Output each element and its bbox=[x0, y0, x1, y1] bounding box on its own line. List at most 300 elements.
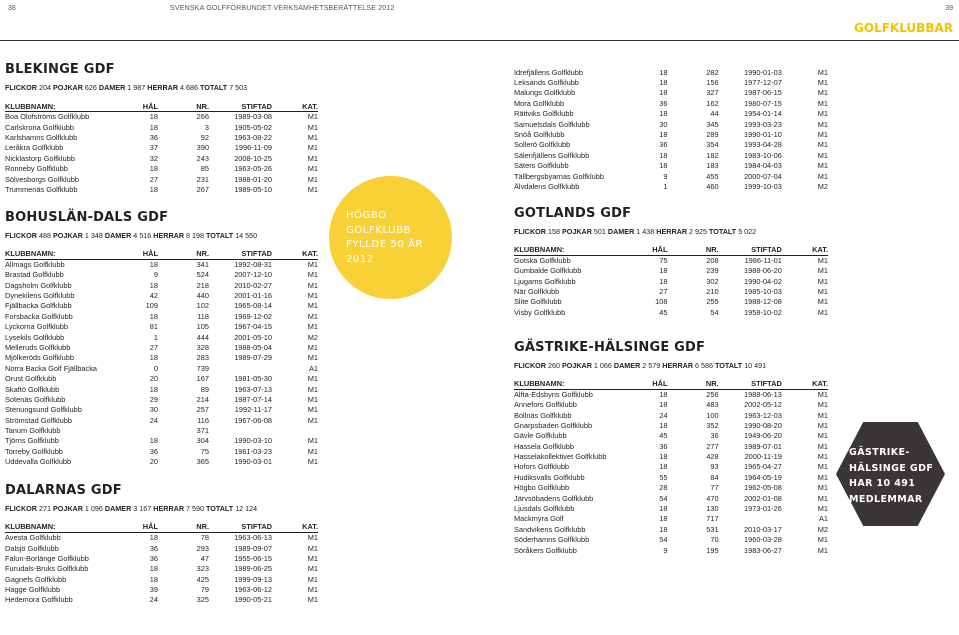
category: M1 bbox=[307, 153, 318, 163]
club-name: Dalsjö Golfklubb bbox=[5, 543, 59, 553]
club-number: 214 bbox=[196, 394, 209, 404]
table-row bbox=[5, 373, 318, 383]
table-row bbox=[5, 143, 318, 153]
category: A1 bbox=[308, 363, 318, 373]
col-header-stiftad: STIFTAD bbox=[209, 101, 272, 112]
club-name: Hedemora Golfklubb bbox=[5, 595, 73, 605]
founded-date: 2001-05-10 bbox=[234, 332, 272, 342]
table-row bbox=[514, 420, 828, 430]
holes: 24 bbox=[149, 595, 158, 605]
founded-date: 1964-05-19 bbox=[744, 472, 782, 482]
club-name: Fjällbacka Golfklubb bbox=[5, 301, 72, 311]
section-dalarnas bbox=[5, 483, 318, 605]
club-name: När Golfklubb bbox=[514, 287, 560, 297]
col-header-name: KLUBBNAMN: bbox=[5, 101, 123, 112]
category: M1 bbox=[817, 493, 828, 503]
col-header-hal: HÅL bbox=[632, 379, 667, 390]
category: M1 bbox=[307, 322, 318, 332]
club-number: 102 bbox=[196, 301, 209, 311]
club-name: Forsbacka Golfklubb bbox=[5, 311, 73, 321]
table-row bbox=[514, 472, 828, 482]
holes: 36 bbox=[149, 446, 158, 456]
category: M1 bbox=[307, 384, 318, 394]
holes: 18 bbox=[659, 78, 668, 88]
club-name: Samuelsdals Golfklubb bbox=[514, 119, 590, 129]
holes: 36 bbox=[659, 441, 668, 451]
left-column bbox=[5, 62, 318, 605]
category: M1 bbox=[817, 161, 828, 171]
table-row bbox=[5, 436, 318, 446]
table-row bbox=[514, 503, 828, 513]
club-name: Gnarpsbaden Golfklubb bbox=[514, 420, 593, 430]
category: M1 bbox=[817, 88, 828, 98]
category: M1 bbox=[307, 585, 318, 595]
club-name: Leråkra Golfklubb bbox=[5, 143, 64, 153]
club-name: Tanum Golfklubb bbox=[5, 426, 61, 436]
club-number: 36 bbox=[710, 431, 719, 441]
brand-title: GOLFKLUBBAR bbox=[854, 21, 953, 35]
table-header bbox=[5, 101, 318, 112]
founded-date: 1963-07-13 bbox=[234, 384, 272, 394]
founded-date: 1993-03-23 bbox=[744, 119, 782, 129]
holes: 18 bbox=[149, 260, 158, 270]
category: M1 bbox=[307, 290, 318, 300]
table-row bbox=[514, 441, 828, 451]
table-row bbox=[514, 77, 828, 87]
founded-date: 1992-08-31 bbox=[234, 260, 272, 270]
club-name: Gävle Golfklubb bbox=[514, 431, 567, 441]
club-table bbox=[5, 522, 318, 605]
founded-date: 1996-11-09 bbox=[234, 143, 272, 153]
category bbox=[272, 425, 318, 435]
founded-date: 1988-12-08 bbox=[744, 297, 782, 307]
club-name: Järvsöbadens Golfklubb bbox=[514, 493, 594, 503]
table-row bbox=[514, 514, 828, 524]
table-row bbox=[5, 415, 318, 425]
club-number: 283 bbox=[196, 353, 209, 363]
club-number: 85 bbox=[200, 164, 209, 174]
table-row bbox=[5, 564, 318, 574]
holes: 1 bbox=[153, 332, 158, 342]
col-header-hal: HÅL bbox=[123, 249, 158, 260]
category: M1 bbox=[307, 595, 318, 605]
holes: 18 bbox=[149, 311, 158, 321]
holes: 36 bbox=[149, 543, 158, 553]
club-name: Hassela Golfklubb bbox=[514, 441, 574, 451]
club-number: 440 bbox=[196, 290, 209, 300]
club-number: 483 bbox=[706, 400, 719, 410]
holes: 75 bbox=[659, 256, 668, 266]
founded-date: 1983-06-27 bbox=[744, 545, 782, 555]
col-header-stiftad: STIFTAD bbox=[719, 379, 782, 390]
club-name: Nicklastorp Golfklubb bbox=[5, 153, 75, 163]
holes: 18 bbox=[659, 420, 668, 430]
club-number: 717 bbox=[706, 514, 719, 524]
category: M1 bbox=[817, 462, 828, 472]
club-name: Ljugarns Golfklubb bbox=[514, 276, 576, 286]
category: M1 bbox=[817, 276, 828, 286]
founded-date: 1990-01-10 bbox=[744, 130, 782, 140]
founded-date: 1983-10-06 bbox=[744, 150, 782, 160]
club-number: 130 bbox=[706, 504, 719, 514]
club-table bbox=[5, 101, 318, 195]
category: A1 bbox=[818, 514, 828, 524]
holes: 55 bbox=[659, 472, 668, 482]
page-number-right: 39 bbox=[945, 5, 953, 12]
club-number: 182 bbox=[706, 150, 719, 160]
table-row bbox=[5, 457, 318, 467]
club-number: 118 bbox=[197, 311, 209, 321]
category: M1 bbox=[307, 174, 318, 184]
col-header-hal: HÅL bbox=[123, 522, 158, 533]
category: M1 bbox=[307, 374, 318, 384]
table-row bbox=[514, 119, 828, 129]
club-name: Visby Golfklubb bbox=[514, 307, 566, 317]
club-number: 79 bbox=[200, 585, 209, 595]
founded-date: 1984-04-03 bbox=[744, 161, 782, 171]
founded-date: 1954-01-14 bbox=[744, 109, 782, 119]
founded-date: 1999-10-03 bbox=[744, 181, 782, 191]
club-number: 256 bbox=[706, 389, 719, 399]
holes: 36 bbox=[149, 132, 158, 142]
col-header-hal: HÅL bbox=[123, 101, 158, 112]
founded-date: 1977-12-07 bbox=[744, 78, 782, 88]
club-table bbox=[514, 245, 828, 318]
table-row bbox=[514, 451, 828, 461]
category: M1 bbox=[817, 441, 828, 451]
holes: 28 bbox=[659, 483, 668, 493]
club-number: 231 bbox=[196, 174, 209, 184]
holes: 32 bbox=[149, 153, 158, 163]
founded-date: 1980-07-15 bbox=[744, 98, 782, 108]
category: M1 bbox=[817, 119, 828, 129]
table-row bbox=[5, 363, 318, 373]
club-name: Skaftö Golfklubb bbox=[5, 384, 60, 394]
founded-date: 1987-06-15 bbox=[744, 88, 782, 98]
holes: 29 bbox=[149, 394, 158, 404]
club-name: Alfta-Edsbyns Golfklubb bbox=[514, 389, 593, 399]
section-blekinge bbox=[5, 62, 318, 195]
holes: 18 bbox=[659, 400, 668, 410]
club-number: 89 bbox=[200, 384, 209, 394]
club-name: Ronneby Golfklubb bbox=[5, 164, 68, 174]
category: M1 bbox=[307, 446, 318, 456]
table-row bbox=[514, 462, 828, 472]
founded-date: 1961-03-23 bbox=[234, 446, 272, 456]
table-row bbox=[5, 332, 318, 342]
holes bbox=[123, 425, 158, 435]
col-header-kat: KAT. bbox=[272, 522, 318, 533]
club-number: 325 bbox=[196, 595, 209, 605]
club-number: 218 bbox=[196, 280, 209, 290]
club-name: Brastad Golfklubb bbox=[5, 270, 64, 280]
club-number: 78 bbox=[200, 533, 209, 543]
club-name: Lyckorna Golfklubb bbox=[5, 322, 68, 332]
founded-date bbox=[719, 514, 782, 524]
holes: 18 bbox=[149, 384, 158, 394]
founded-date: 1988-06-20 bbox=[744, 266, 782, 276]
category: M1 bbox=[307, 564, 318, 574]
table-row bbox=[5, 384, 318, 394]
founded-date: 1955-06-15 bbox=[234, 553, 272, 563]
founded-date: 1981-05-30 bbox=[234, 374, 272, 384]
founded-date: 1989-06-25 bbox=[234, 564, 272, 574]
col-header-nr: NR. bbox=[158, 249, 209, 260]
founded-date: 2010-02-27 bbox=[234, 280, 272, 290]
club-number: 341 bbox=[196, 260, 209, 270]
category: M2 bbox=[307, 332, 318, 342]
member-stats: FLICKOR 488 POJKAR 1 348 DAMER 4 516 HERRAR 8 198 TOTALT 14 550 bbox=[5, 230, 258, 240]
club-name: Högbo Golfklubb bbox=[514, 483, 570, 493]
club-name: Rättviks Golfklubb bbox=[514, 109, 574, 119]
club-number: 460 bbox=[706, 181, 719, 191]
club-number: 93 bbox=[710, 462, 719, 472]
founded-date: 1988-01-20 bbox=[234, 174, 272, 184]
right-column bbox=[514, 67, 828, 555]
club-name: Uddevalla Golfklubb bbox=[5, 457, 72, 467]
category: M1 bbox=[307, 132, 318, 142]
table-row bbox=[514, 493, 828, 503]
club-name: Sandvikens Golfklubb bbox=[514, 524, 586, 534]
col-header-name: KLUBBNAMN: bbox=[5, 249, 123, 260]
col-header-nr: NR. bbox=[158, 101, 209, 112]
founded-date: 2010-03-17 bbox=[744, 524, 782, 534]
table-row bbox=[5, 174, 318, 184]
table-row bbox=[514, 171, 828, 181]
founded-date: 1999-09-13 bbox=[234, 574, 272, 584]
club-name: Furudals-Bruks Golfklubb bbox=[5, 564, 89, 574]
club-name: Sölvesborgs Golfklubb bbox=[5, 174, 79, 184]
club-number: 84 bbox=[710, 472, 719, 482]
club-number: 352 bbox=[706, 420, 719, 430]
holes: 18 bbox=[149, 164, 158, 174]
category: M1 bbox=[307, 405, 318, 415]
holes: 18 bbox=[149, 353, 158, 363]
founded-date: 1989-07-01 bbox=[744, 441, 782, 451]
club-name: Hasselakollektivet Golfklubb bbox=[514, 452, 607, 462]
club-number: 323 bbox=[196, 564, 209, 574]
founded-date: 1990-04-02 bbox=[744, 276, 782, 286]
category: M1 bbox=[307, 574, 318, 584]
table-header bbox=[514, 379, 828, 390]
club-number: 428 bbox=[706, 452, 719, 462]
holes: 9 bbox=[663, 171, 668, 181]
category: M1 bbox=[817, 266, 828, 276]
founded-date: 1967-06-08 bbox=[234, 415, 272, 425]
category: M1 bbox=[307, 112, 318, 122]
club-name: Hudiksvalls Golfklubb bbox=[514, 472, 585, 482]
club-name: Ljusdals Golfklubb bbox=[514, 504, 575, 514]
category: M1 bbox=[307, 394, 318, 404]
holes: 109 bbox=[145, 301, 158, 311]
col-header-stiftad: STIFTAD bbox=[209, 522, 272, 533]
founded-date: 1988-05-04 bbox=[234, 342, 272, 352]
table-row bbox=[5, 259, 318, 269]
club-number: 365 bbox=[196, 457, 209, 467]
holes: 24 bbox=[149, 415, 158, 425]
col-header-stiftad: STIFTAD bbox=[209, 249, 272, 260]
category: M1 bbox=[817, 452, 828, 462]
holes: 39 bbox=[149, 585, 158, 595]
col-header-stiftad: STIFTAD bbox=[719, 245, 782, 256]
table-row bbox=[514, 140, 828, 150]
club-number: 277 bbox=[706, 441, 719, 451]
holes: 18 bbox=[659, 452, 668, 462]
category: M1 bbox=[817, 545, 828, 555]
table-row bbox=[514, 150, 828, 160]
club-number: 167 bbox=[196, 374, 209, 384]
category: M1 bbox=[307, 164, 318, 174]
table-row bbox=[5, 163, 318, 173]
club-name: Dynekilens Golfklubb bbox=[5, 290, 75, 300]
founded-date: 1963-06-12 bbox=[234, 585, 272, 595]
category: M1 bbox=[307, 260, 318, 270]
club-number: 116 bbox=[197, 415, 209, 425]
table-row bbox=[514, 389, 828, 399]
founded-date: 1990-03-10 bbox=[234, 436, 272, 446]
holes: 18 bbox=[659, 462, 668, 472]
table-row bbox=[514, 181, 828, 191]
holes: 18 bbox=[659, 266, 668, 276]
club-table bbox=[5, 249, 318, 467]
holes: 18 bbox=[659, 150, 668, 160]
club-name: Sollerö Golfklubb bbox=[514, 140, 571, 150]
holes: 0 bbox=[153, 363, 158, 373]
table-row bbox=[5, 595, 318, 605]
club-number: 531 bbox=[706, 524, 719, 534]
category: M1 bbox=[817, 504, 828, 514]
category: M2 bbox=[817, 524, 828, 534]
founded-date: 2000-07-04 bbox=[744, 171, 782, 181]
club-name: Avesta Golfklubb bbox=[5, 533, 61, 543]
table-row bbox=[5, 311, 318, 321]
category: M1 bbox=[817, 67, 828, 77]
category: M1 bbox=[307, 311, 318, 321]
club-number: 208 bbox=[706, 256, 719, 266]
table-header bbox=[514, 245, 828, 256]
club-number: 304 bbox=[196, 436, 209, 446]
holes: 18 bbox=[659, 276, 668, 286]
section-dalarnas-continued bbox=[514, 67, 828, 192]
club-name: Gagnefs Golfklubb bbox=[5, 574, 67, 584]
category: M1 bbox=[307, 122, 318, 132]
holes: 27 bbox=[149, 174, 158, 184]
founded-date: 1969-12-02 bbox=[234, 311, 272, 321]
founded-date: 1988-06-13 bbox=[744, 389, 782, 399]
member-count-text: GÄSTRIKE- HÄLSINGE GDF HAR 10 491 MEDLEMMAR bbox=[849, 447, 934, 505]
table-row bbox=[514, 129, 828, 139]
club-name: Mackmyra Golf bbox=[514, 514, 564, 524]
col-header-name: KLUBBNAMN: bbox=[514, 245, 632, 256]
club-number: 47 bbox=[200, 553, 209, 563]
table-row bbox=[514, 255, 828, 265]
category: M1 bbox=[307, 301, 318, 311]
founded-date: 1960-03-28 bbox=[744, 535, 782, 545]
table-row bbox=[514, 535, 828, 545]
club-number: 390 bbox=[196, 143, 209, 153]
club-number: 302 bbox=[706, 276, 719, 286]
table-row bbox=[5, 574, 318, 584]
holes: 18 bbox=[659, 130, 668, 140]
club-name: Boa Olofströms Golfklubb bbox=[5, 112, 90, 122]
table-row bbox=[514, 98, 828, 108]
table-row bbox=[5, 543, 318, 553]
holes: 36 bbox=[149, 553, 158, 563]
club-number: 425 bbox=[196, 574, 209, 584]
region-title: DALARNAS GDF bbox=[5, 482, 122, 498]
club-number: 289 bbox=[706, 130, 719, 140]
holes: 108 bbox=[655, 297, 668, 307]
holes: 37 bbox=[149, 143, 158, 153]
club-number: 105 bbox=[196, 322, 209, 332]
club-number: 470 bbox=[706, 493, 719, 503]
holes: 27 bbox=[659, 287, 668, 297]
holes: 36 bbox=[659, 98, 668, 108]
club-name: Lysekils Golfklubb bbox=[5, 332, 65, 342]
table-row bbox=[514, 431, 828, 441]
holes: 45 bbox=[659, 307, 668, 317]
col-header-kat: KAT. bbox=[782, 245, 828, 256]
club-number: 183 bbox=[706, 161, 719, 171]
club-name: Melleruds Golfklubb bbox=[5, 342, 71, 352]
category: M1 bbox=[817, 109, 828, 119]
col-header-hal: HÅL bbox=[632, 245, 667, 256]
founded-date: 1949-06-20 bbox=[744, 431, 782, 441]
holes: 9 bbox=[663, 545, 668, 555]
founded-date: 1905-05-02 bbox=[234, 122, 272, 132]
founded-date: 1990-01-03 bbox=[744, 67, 782, 77]
founded-date: 1963-06-13 bbox=[234, 533, 272, 543]
holes: 18 bbox=[659, 514, 668, 524]
category: M1 bbox=[307, 543, 318, 553]
club-name: Sälenfjällens Golfklubb bbox=[514, 150, 590, 160]
table-row bbox=[5, 122, 318, 132]
table-row bbox=[514, 307, 828, 317]
table-row bbox=[514, 88, 828, 98]
club-number: 524 bbox=[196, 270, 209, 280]
holes: 9 bbox=[153, 270, 158, 280]
category: M1 bbox=[817, 140, 828, 150]
club-name: Trummenäs Golfklubb bbox=[5, 184, 78, 194]
club-number: 371 bbox=[196, 426, 209, 436]
category: M1 bbox=[817, 472, 828, 482]
holes: 18 bbox=[659, 88, 668, 98]
holes: 24 bbox=[659, 410, 668, 420]
club-number: 739 bbox=[196, 363, 209, 373]
col-header-kat: KAT. bbox=[272, 101, 318, 112]
col-header-nr: NR. bbox=[667, 245, 718, 256]
club-name: Tjörns Golfklubb bbox=[5, 436, 59, 446]
founded-date bbox=[209, 363, 272, 373]
club-number: 444 bbox=[196, 332, 209, 342]
table-row bbox=[5, 280, 318, 290]
col-header-name: KLUBBNAMN: bbox=[5, 522, 123, 533]
founded-date: 1963-05-26 bbox=[234, 164, 272, 174]
founded-date: 1989-07-29 bbox=[234, 353, 272, 363]
founded-date: 1990-05-21 bbox=[234, 595, 272, 605]
club-name: Dagsholm Golfklubb bbox=[5, 280, 72, 290]
member-stats: FLICKOR 204 POJKAR 626 DAMER 1 987 HERRAR 4 686 TOTALT 7 503 bbox=[5, 83, 248, 92]
club-name: Älvdalens Golfklubb bbox=[514, 181, 580, 191]
club-number: 92 bbox=[200, 132, 209, 142]
table-header bbox=[5, 522, 318, 533]
category: M1 bbox=[817, 78, 828, 88]
club-number: 239 bbox=[706, 266, 719, 276]
club-name: Karlshamns Golfklubb bbox=[5, 132, 78, 142]
club-name: Idrefjällens Golfklubb bbox=[514, 67, 584, 77]
category: M1 bbox=[307, 184, 318, 194]
holes: 54 bbox=[659, 535, 668, 545]
